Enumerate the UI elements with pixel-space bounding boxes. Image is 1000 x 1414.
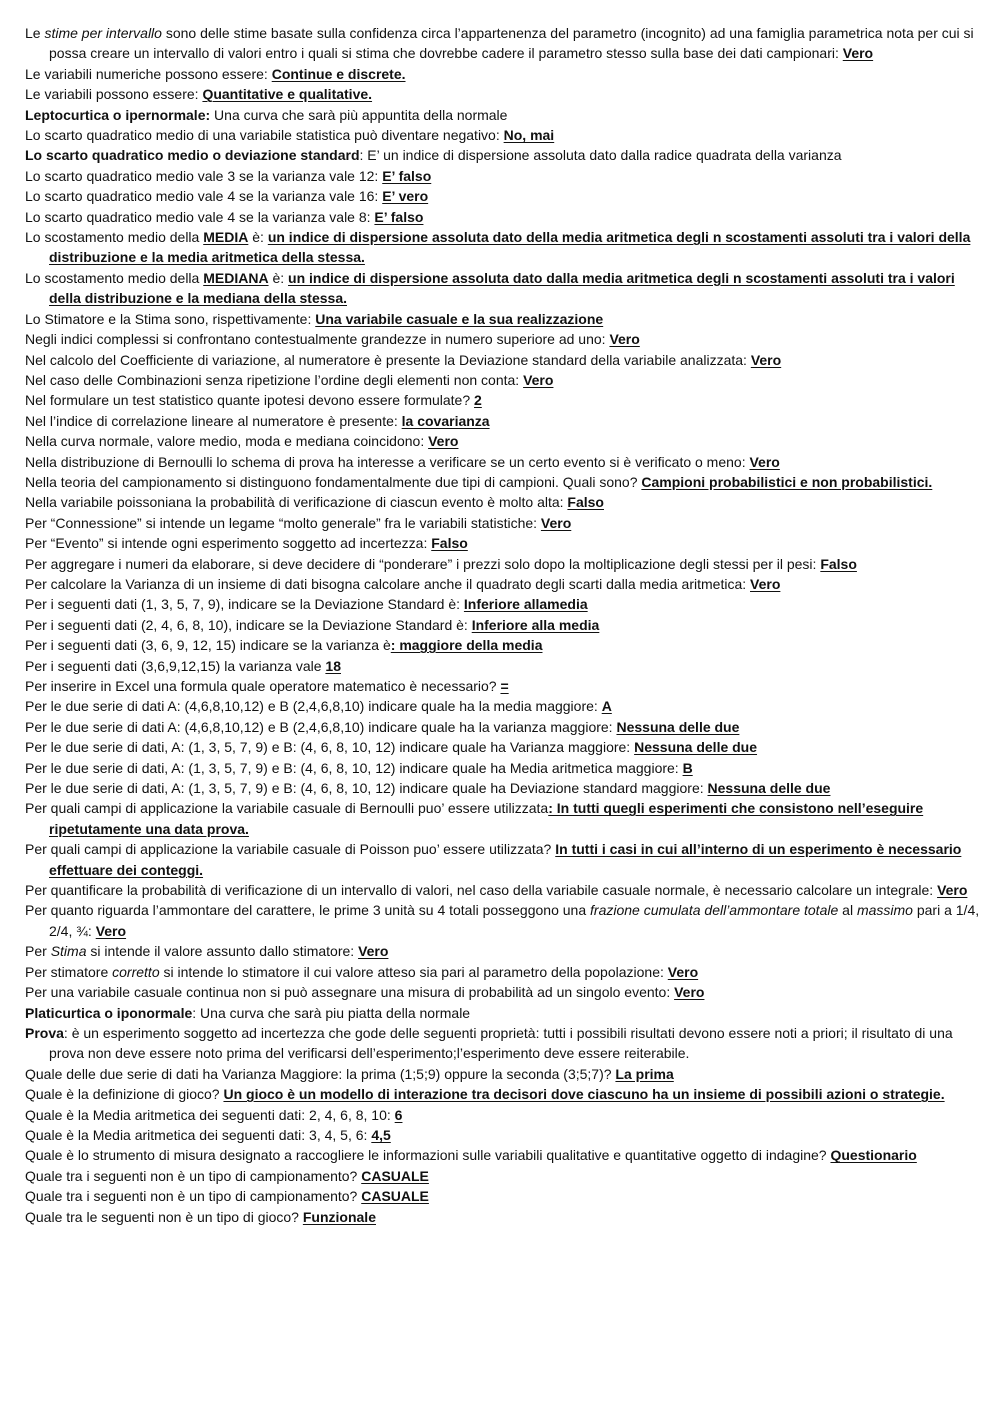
italic-term: stime per intervallo <box>44 25 162 41</box>
answer-text: : In tutti quegli esperimenti che consistono nell’eseguire ripetutamente una data prova. <box>49 800 924 837</box>
question-text: Per calcolare la Varianza di un insieme di dati bisogna calcolare anche il quadrato degli scarti dalla media aritmetica: <box>25 575 751 592</box>
qa-entry <box>25 594 980 614</box>
qa-entry <box>25 635 980 655</box>
answer-text: Vero <box>937 882 968 899</box>
question-text: Quale tra i seguenti non è un tipo di campionamento? <box>25 1188 362 1205</box>
answer-text: No, mai <box>503 127 555 144</box>
question-text: Nel caso delle Combinazioni senza ripetizione l’ordine degli elementi non conta: <box>25 371 524 388</box>
qa-entry <box>25 1207 980 1227</box>
question-text: Per i seguenti dati (3, 6, 9, 12, 15) indicare se la varianza è <box>25 637 391 654</box>
question-text: Nella teoria del campionamento si distinguono fondamentalmente due tipi di campioni. Quali sono? <box>25 473 642 490</box>
question-text: Per le due serie di dati, A: (1, 3, 5, 7, 9) e B: (4, 6, 8, 10, 12) indicare quale ha Varianza maggiore: <box>25 739 635 756</box>
qa-entry <box>25 1105 980 1125</box>
question-text: Per le due serie di dati, A: (1, 3, 5, 7, 9) e B: (4, 6, 8, 10, 12) indicare quale ha Media aritmetica maggiore: <box>25 759 683 776</box>
qa-entry <box>25 574 980 594</box>
question-text: Per stimatore <box>25 963 113 980</box>
answer-text: Nessuna delle due <box>634 739 758 756</box>
question-text: Per “Connessione” si intende un legame “molto generale” fra le variabili statistiche: <box>25 514 541 531</box>
italic-term: frazione cumulata dell’ammontare totale <box>590 902 839 919</box>
qa-entry <box>25 411 980 431</box>
answer-text: Vero <box>750 351 782 368</box>
answer-text: E’ falso <box>382 167 432 184</box>
qa-entry <box>25 941 980 961</box>
qa-entry <box>25 105 980 125</box>
answer-text: Inferiore allamedia <box>463 596 588 613</box>
qa-entry <box>25 717 980 737</box>
qa-entry <box>25 227 980 268</box>
bold-term: MEDIA <box>203 229 249 246</box>
answer-text: : maggiore della media <box>390 637 543 654</box>
question-text: Per le due serie di dati, A: (1, 3, 5, 7, 9) e B: (4, 6, 8, 10, 12) indicare quale ha Deviazione standard maggiore: <box>25 780 708 797</box>
qa-entry <box>25 1166 980 1186</box>
question-text: Negli indici complessi si confrontano contestualmente grandezze in numero superiore ad uno: <box>25 331 610 348</box>
answer-text: E’ vero <box>382 188 429 205</box>
answer-text: Vero <box>428 433 459 450</box>
answer-text: Continue e discrete. <box>271 65 406 82</box>
qa-entry <box>25 656 980 676</box>
question-text: Quale è la definizione di gioco? <box>25 1086 224 1103</box>
qa-entry <box>25 390 980 410</box>
question-text: Per le due serie di dati A: (4,6,8,10,12) e B (2,4,6,8,10) indicare quale ha la varianza maggiore: <box>25 718 617 735</box>
qa-entry <box>25 472 980 492</box>
question-text: Per inserire in Excel una formula quale operatore matematico è necessario? <box>25 678 501 694</box>
answer-text: Vero <box>358 943 389 960</box>
bold-term: Leptocurtica o ipernormale: <box>25 106 211 123</box>
answer-text: = <box>500 678 509 694</box>
answer-text: Nessuna delle due <box>616 718 740 735</box>
qa-entry <box>25 23 980 64</box>
bold-term: Platicurtica o iponormale <box>25 1004 193 1021</box>
question-text: Quale tra le seguenti non è un tipo di gioco? <box>25 1208 303 1225</box>
qa-entry <box>25 64 980 84</box>
qa-entry <box>25 166 980 186</box>
question-text: Lo scarto quadratico medio vale 4 se la varianza vale 16: <box>25 188 383 205</box>
qa-entry <box>25 1186 980 1206</box>
answer-text: Campioni probabilistici e non probabilistici. <box>641 473 933 490</box>
qa-entry <box>25 982 980 1002</box>
question-text: Lo scarto quadratico medio vale 4 se la varianza vale 8: <box>25 208 375 225</box>
answer-text: Vero <box>667 963 699 980</box>
question-text: Quale delle due serie di dati ha Varianza Maggiore: la prima (1;5;9) oppure la seconda (3;5;7)? <box>25 1065 616 1082</box>
italic-term: massimo <box>856 902 913 919</box>
question-text: Una curva che sarà più appuntita della normale <box>210 106 508 123</box>
question-text: Per “Evento” si intende ogni esperimento soggetto ad incertezza: <box>25 535 432 552</box>
question-text: Lo scarto quadratico medio di una variabile statistica può diventare negativo: <box>25 127 504 144</box>
question-text: : è un esperimento soggetto ad incertezza che gode delle seguenti proprietà: tutti i possibili risultati devono essere noti a priori; il risultato di una prova non deve essere noto prima del verificarsi dell’esperimento;l’esperimento deve essere reiterabile. <box>49 1024 953 1062</box>
question-text: è: <box>268 269 289 286</box>
answer-text: Funzionale <box>302 1208 376 1225</box>
qa-entry <box>25 84 980 104</box>
answer-text: Vero <box>674 984 705 1001</box>
qa-entry <box>25 839 980 880</box>
question-text: Per quantificare la probabilità di verificazione di un intervallo di valori, nel caso della variabile casuale normale, è necessario calcolare un integrale: <box>25 882 938 899</box>
answer-text: Vero <box>523 371 554 388</box>
answer-text: A <box>601 698 612 715</box>
qa-entry <box>25 268 980 309</box>
italic-term: corretto <box>112 963 160 980</box>
qa-entry <box>25 1125 980 1145</box>
question-text: Per le due serie di dati A: (4,6,8,10,12) e B (2,4,6,8,10) indicare quale ha la media maggiore: <box>25 698 602 715</box>
qa-entry <box>25 1023 980 1064</box>
question-text: Lo scarto quadratico medio vale 3 se la varianza vale 12: <box>25 167 383 184</box>
answer-text: Vero <box>540 514 572 531</box>
italic-term: Stima <box>50 943 87 960</box>
qa-entry <box>25 309 980 329</box>
qa-entry <box>25 145 980 165</box>
answer-text: la covarianza <box>401 412 490 429</box>
answer-text: 18 <box>325 657 341 674</box>
question-text: Nella distribuzione di Bernoulli lo schema di prova ha interesse a verificare se un certo evento si è verificato o meno: <box>25 453 750 470</box>
question-text: è: <box>248 229 268 246</box>
answer-text: Inferiore alla media <box>471 616 600 633</box>
qa-entry <box>25 513 980 533</box>
answer-text: Questionario <box>830 1147 917 1164</box>
answer-text: 4,5 <box>371 1126 391 1143</box>
document-page <box>25 23 980 1227</box>
question-text: pari a 1/4, 2/4, ¾: <box>49 902 980 939</box>
answer-text: Falso <box>431 535 468 552</box>
qa-entry <box>25 696 980 716</box>
question-text: : E’ un indice di dispersione assoluta dato dalla radice quadrata della varianza <box>359 147 842 164</box>
question-text: Nella variabile poissoniana la probabilità di verificazione di ciascun evento è molto alta: <box>25 494 568 511</box>
question-text: Quale è la Media aritmetica dei seguenti dati: 3, 4, 5, 6: <box>25 1126 372 1143</box>
qa-entry <box>25 125 980 145</box>
answer-text: Vero <box>609 331 640 348</box>
question-text: Le <box>25 25 45 41</box>
answer-text: Una variabile casuale e la sua realizzazione <box>315 310 604 327</box>
question-text: Nel formulare un test statistico quante ipotesi devono essere formulate? <box>25 392 475 409</box>
qa-entry <box>25 186 980 206</box>
qa-entry <box>25 1084 980 1104</box>
question-text: Lo scostamento medio della <box>25 229 204 246</box>
qa-entry <box>25 900 980 941</box>
qa-entry <box>25 676 980 696</box>
question-text: Per quanto riguarda l’ammontare del carattere, le prime 3 unità su 4 totali posseggono una <box>25 902 591 919</box>
answer-text: un indice di dispersione assoluta dato della media aritmetica degli n scostamenti assoluti tra i valori della distribuzione e la media aritmetica della stessa. <box>49 229 971 266</box>
question-text: Lo Stimatore e la Stima sono, rispettivamente: <box>25 310 316 327</box>
answer-text: 2 <box>474 392 482 409</box>
question-text: Per i seguenti dati (2, 4, 6, 8, 10), indicare se la Deviazione Standard è: <box>25 616 472 633</box>
question-text: Quale è lo strumento di misura designato a raccogliere le informazioni sulle variabili qualitative e quantitative oggetto di indagine? <box>25 1147 831 1164</box>
answer-text: 6 <box>394 1106 403 1123</box>
answer-text: un indice di dispersione assoluta dato dalla media aritmetica degli n scostamenti assoluti tra i valori della distribuzione e la mediana della stessa. <box>49 269 955 307</box>
answer-text: CASUALE <box>361 1188 429 1205</box>
bold-term: Lo scarto quadratico medio o deviazione standard <box>25 147 360 164</box>
question-text: Per quali campi di applicazione la variabile casuale di Poisson puo’ essere utilizzata? <box>25 841 556 858</box>
question-text: Le variabili possono essere: <box>25 86 203 103</box>
question-text: Per i seguenti dati (1, 3, 5, 7, 9), indicare se la Deviazione Standard è: <box>25 596 464 613</box>
bold-term: MEDIANA <box>203 269 269 286</box>
qa-entry <box>25 492 980 512</box>
question-text: si intende lo stimatore il cui valore atteso sia pari al parametro della popolazione: <box>159 963 668 980</box>
answer-text: E’ falso <box>374 208 424 225</box>
answer-text: Quantitative e qualitative. <box>202 86 373 103</box>
question-text: Lo scostamento medio della <box>25 269 204 286</box>
answer-text: Nessuna delle due <box>707 780 831 797</box>
qa-entry <box>25 1145 980 1165</box>
question-text: : Una curva che sarà piu piatta della normale <box>192 1004 471 1021</box>
qa-entry <box>25 880 980 900</box>
qa-entry <box>25 329 980 349</box>
answer-text: Un gioco è un modello di interazione tra decisori dove ciascuno ha un insieme di possibili azioni o strategie. <box>223 1086 945 1103</box>
qa-entry <box>25 962 980 982</box>
answer-text: Vero <box>750 575 781 592</box>
question-text: Nel l’indice di correlazione lineare al numeratore è presente: <box>25 412 402 429</box>
question-text: Quale tra i seguenti non è un tipo di campionamento? <box>25 1167 362 1184</box>
qa-entry <box>25 350 980 370</box>
answer-text: Falso <box>567 494 604 511</box>
qa-entry <box>25 370 980 390</box>
qa-entry <box>25 778 980 798</box>
question-text: Per aggregare i numeri da elaborare, si deve decidere di “ponderare” i prezzi solo dopo la moltiplicazione degli stessi per il pesi: <box>25 555 821 572</box>
answer-text: Vero <box>749 453 780 470</box>
question-text: Le variabili numeriche possono essere: <box>25 65 272 82</box>
question-text: Per quali campi di applicazione la variabile casuale di Bernoulli puo’ essere utilizzata <box>25 800 549 817</box>
bold-term: Prova <box>25 1024 64 1041</box>
question-text: Per <box>25 943 51 960</box>
qa-entry <box>25 1064 980 1084</box>
answer-text: Vero <box>842 45 874 62</box>
answer-text: La prima <box>615 1065 674 1082</box>
qa-entry <box>25 452 980 472</box>
question-text: si intende il valore assunto dallo stimatore: <box>86 943 359 960</box>
qa-entry <box>25 1003 980 1023</box>
question-text: Quale è la Media aritmetica dei seguenti dati: 2, 4, 6, 8, 10: <box>25 1106 395 1123</box>
question-text: Per una variabile casuale continua non si può assegnare una misura di probabilità ad un singolo evento: <box>25 984 675 1001</box>
qa-entry <box>25 758 980 778</box>
question-text: Nel calcolo del Coefficiente di variazione, al numeratore è presente la Deviazione standard della variabile analizzata: <box>25 351 751 368</box>
question-text: Nella curva normale, valore medio, moda e mediana coincidono: <box>25 433 429 450</box>
qa-entry <box>25 554 980 574</box>
qa-entry <box>25 207 980 227</box>
answer-text: CASUALE <box>361 1167 429 1184</box>
qa-entry <box>25 615 980 635</box>
answer-text: Vero <box>95 922 127 939</box>
question-text: Per i seguenti dati (3,6,9,12,15) la varianza vale <box>25 657 326 674</box>
qa-entry <box>25 533 980 553</box>
qa-entry <box>25 431 980 451</box>
qa-entry <box>25 737 980 757</box>
answer-text: In tutti i casi in cui all’interno di un esperimento è necessario effettuare dei conteggi. <box>49 841 962 878</box>
qa-entry <box>25 798 980 839</box>
question-text: al <box>838 902 857 919</box>
answer-text: B <box>682 759 693 776</box>
answer-text: Falso <box>820 555 857 572</box>
question-text: sono delle stime basate sulla confidenza circa l’appartenenza del parametro (incognito) ad una famiglia parametrica nota per cui si possa creare un intervallo di valori entro i quali si stima che dovrebbe cadere il parametro stesso sulla base dei dati campionari: <box>49 25 974 62</box>
